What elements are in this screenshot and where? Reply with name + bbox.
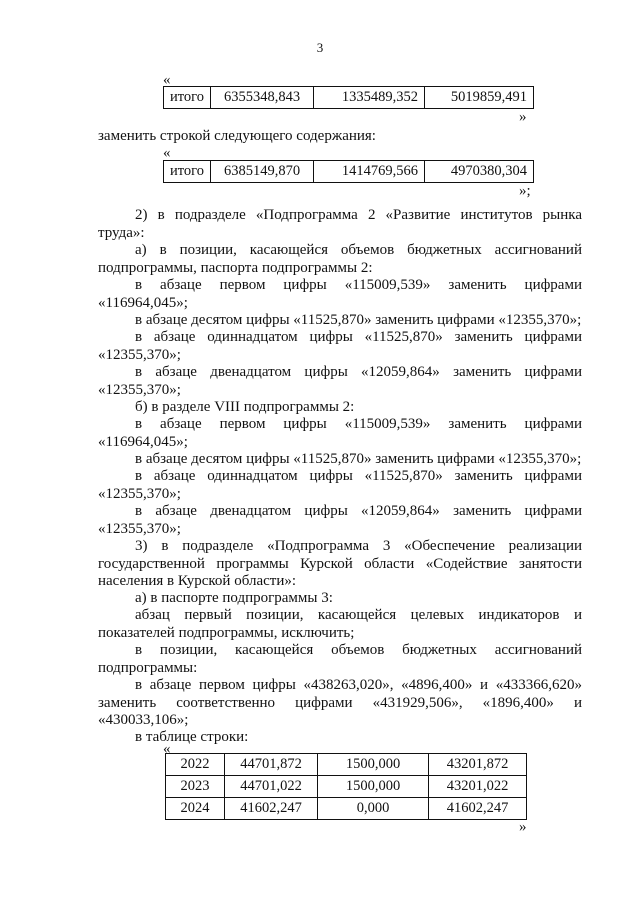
table-cell: 4970380,304 bbox=[425, 161, 534, 183]
paragraph: в абзаце одиннадцатом цифры «11525,870» заменить цифрами bbox=[135, 468, 582, 484]
paragraph: «116964,045»; bbox=[98, 295, 188, 311]
paragraph: заменить строкой следующего содержания: bbox=[98, 128, 376, 144]
paragraph: труда»: bbox=[98, 225, 145, 241]
paragraph: подпрограммы, паспорта подпрограммы 2: bbox=[98, 260, 373, 276]
paragraph: а) в паспорте подпрограммы 3: bbox=[135, 590, 333, 606]
paragraph: в позиции, касающейся объемов бюджетных ассигнований bbox=[135, 642, 582, 658]
paragraph: «12355,370»; bbox=[98, 521, 181, 537]
paragraph: государственной программы Курской области «Содействие занятости bbox=[98, 556, 582, 572]
table-row bbox=[166, 776, 527, 798]
table-cell: 1414769,566 bbox=[314, 161, 425, 183]
table-cell: 6385149,870 bbox=[211, 161, 314, 183]
table-cell: 5019859,491 bbox=[425, 87, 534, 109]
totals-table-new bbox=[163, 160, 534, 183]
paragraph: 3) в подразделе «Подпрограмма 3 «Обеспечение реализации bbox=[135, 538, 582, 554]
paragraph: в абзаце двенадцатом цифры «12059,864» заменить цифрами bbox=[135, 364, 582, 380]
paragraph: населения в Курской области»: bbox=[98, 573, 297, 589]
page-number: 3 bbox=[316, 40, 324, 55]
table-cell: итого bbox=[164, 161, 211, 183]
paragraph: заменить соответственно цифрами «431929,506», «1896,400» и bbox=[98, 695, 582, 711]
table-cell: 2024 bbox=[166, 798, 225, 820]
paragraph: в абзаце первом цифры «438263,020», «4896,400» и «433366,620» bbox=[135, 677, 582, 693]
open-quote: « bbox=[163, 145, 171, 161]
paragraph: «12355,370»; bbox=[98, 486, 181, 502]
open-quote: « bbox=[163, 741, 171, 757]
paragraph: абзац первый позиции, касающейся целевых индикаторов и bbox=[135, 607, 582, 623]
paragraph: «12355,370»; bbox=[98, 347, 181, 363]
table-cell: 43201,872 bbox=[429, 754, 527, 776]
paragraph: в абзаце первом цифры «115009,539» заменить цифрами bbox=[135, 416, 582, 432]
paragraph: в абзаце двенадцатом цифры «12059,864» заменить цифрами bbox=[135, 503, 582, 519]
table-row bbox=[164, 161, 534, 183]
table-cell: 6355348,843 bbox=[211, 87, 314, 109]
paragraph: «430033,106»; bbox=[98, 712, 189, 728]
table-cell: 43201,022 bbox=[429, 776, 527, 798]
table-cell: 1500,000 bbox=[318, 776, 429, 798]
paragraph: подпрограммы: bbox=[98, 660, 198, 676]
paragraph: в таблице строки: bbox=[135, 729, 249, 745]
table-cell: 0,000 bbox=[318, 798, 429, 820]
close-quote: » bbox=[519, 819, 527, 835]
table-row bbox=[166, 798, 527, 820]
paragraph: в абзаце первом цифры «115009,539» заменить цифрами bbox=[135, 277, 582, 293]
close-quote: »; bbox=[519, 183, 531, 199]
paragraph: в абзаце десятом цифры «11525,870» заменить цифрами «12355,370»; bbox=[135, 312, 582, 328]
paragraph: «116964,045»; bbox=[98, 434, 188, 450]
table-cell: итого bbox=[164, 87, 211, 109]
table-cell: 44701,872 bbox=[225, 754, 318, 776]
paragraph: в абзаце одиннадцатом цифры «11525,870» заменить цифрами bbox=[135, 329, 582, 345]
paragraph: а) в позиции, касающейся объемов бюджетных ассигнований bbox=[135, 242, 582, 258]
paragraph: показателей подпрограммы, исключить; bbox=[98, 625, 355, 641]
paragraph: в абзаце десятом цифры «11525,870» заменить цифрами «12355,370»; bbox=[135, 451, 582, 467]
table-row bbox=[164, 87, 534, 109]
table-cell: 44701,022 bbox=[225, 776, 318, 798]
paragraph: «12355,370»; bbox=[98, 382, 181, 398]
totals-table-old bbox=[163, 86, 534, 109]
table-cell: 2022 bbox=[166, 754, 225, 776]
table-cell: 1335489,352 bbox=[314, 87, 425, 109]
table-cell: 1500,000 bbox=[318, 754, 429, 776]
table-row bbox=[166, 754, 527, 776]
paragraph: б) в разделе VIII подпрограммы 2: bbox=[135, 399, 355, 415]
table-cell: 2023 bbox=[166, 776, 225, 798]
table-cell: 41602,247 bbox=[225, 798, 318, 820]
open-quote: « bbox=[163, 72, 171, 88]
years-table bbox=[165, 753, 527, 820]
table-cell: 41602,247 bbox=[429, 798, 527, 820]
paragraph: 2) в подразделе «Подпрограмма 2 «Развитие институтов рынка bbox=[135, 207, 582, 223]
close-quote: » bbox=[519, 109, 527, 125]
